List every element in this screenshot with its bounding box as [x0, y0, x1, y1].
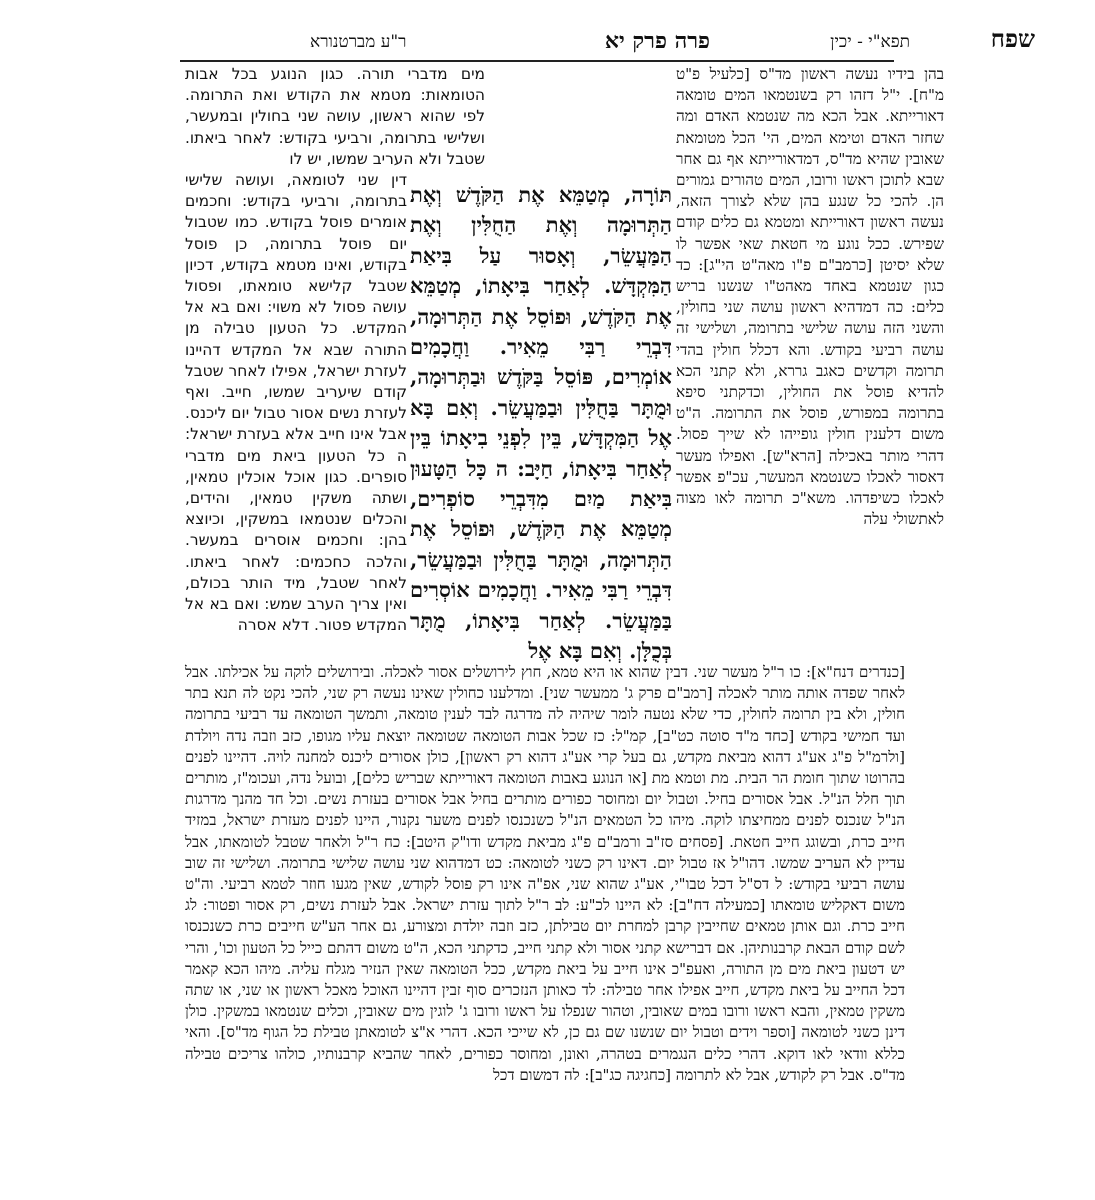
- header-divider: [180, 60, 894, 62]
- running-header: [310, 24, 1035, 58]
- page-number: שפח: [990, 24, 1035, 53]
- tifereth-text: בהן בידיו נעשה ראשון מד"ס [כלעיל פ"ט מ"ח]. י"ל דזהו רק בשנטמאו המים טומאה דאורייתא. אבל הכא מה שנטמא האדם ומה שחזר האדם וטימא המים, הי' הכל מטומאת שאובין שהיא מד"ס, דמדאורייתא אף גם אחר שבא לתוכן ראשו ורובו, המים טהורים גמורים הן. להכי כל שנגע בהן שלא לצורך הזאה, נעשה ראשון דאורייתא ומטמא גם כלים קודם שפירש. ככל נוגע מי חטאת שאי אפשר לו שלא יסיטן [כרמב"ם פ"ו מאה"ט הי"ג]: כד כגון שנטמא באחד מאהט"ו שנשנו בריש כלים: כה דמדהיא ראשון עושה שני בחולין, והשני הזה עושה שלישי בתרומה, ושלישי זה עושה רביעי בקודש. והא דכלל חולין בהדי תרומה וקדשים כאגב גררא, ולא קתני הכא להדיא פוסל את החולין, וכדקתני סיפא בתרומה במפורש, פוסל את התרומה. ה"ט משום דלענין חולין גופייהו לא שייך פסול. דהרי מותר באכילה [הרא"ש]. ואפילו מעשר דאסור לאכלו כשנטמא המעשר, עכ"פ אפשר לאכלו כשיפדהו. משא"כ תרומה לאו מצוה לאתשולי עלה: [676, 65, 944, 529]
- bartenura-top-text: מים מדברי תורה. כגון הנוגע בכל אבות הטומאות: מטמא את הקודש ואת התרומה. לפי שהוא ראשון, עושה שני בחולין ובמעשר, ושלישי בתרומה, ורביעי בקודש: לאחר ביאתו. שטבל ולא העריב שמשו, יש לו: [185, 65, 485, 168]
- tractate-chapter-title: פרה פרק יא: [604, 28, 710, 54]
- commentary-title-yachin: תפא"י - יכין: [830, 32, 910, 52]
- mishnah-column: [410, 180, 672, 664]
- mishnah-text: תּוֹרָה, מְטַמֵּא אֶת הַקֹּדֶשׁ וְאֶת הַתְּרוּמָה וְאֶת הַחֻלִּין וְאֶת הַמַּעֲשֵׂר, וְאָסוּר עַל בִּיאַת הַמִּקְדָּשׁ. לְאַחַר בִּיאָתוֹ, מְטַמֵּא אֶת הַקֹּדֶשׁ, וּפוֹסֵל אֶת הַתְּרוּמָה, דִּבְרֵי רַבִּי מֵאִיר. וַחֲכָמִים אוֹמְרִים, פּוֹסֵל בַּקֹּדֶשׁ וּבַתְּרוּמָה, וּמֻתָּר בַּחֻלִּין וּבַמַּעֲשֵׂר. וְאִם בָּא אֶל הַמִּקְדָּשׁ, בֵּין לִפְנֵי בִיאָתוֹ בֵּין לְאַחַר בִּיאָתוֹ, חַיָּב: ה כָּל הַטָּעוּן בִּיאַת מַיִם מִדִּבְרֵי סוֹפְרִים, מְטַמֵּא אֶת הַקֹּדֶשׁ, וּפוֹסֵל אֶת הַתְּרוּמָה, וּמֻתָּר בַּחֻלִּין וּבַמַּעֲשֵׂר, דִּבְרֵי רַבִּי מֵאִיר. וַחֲכָמִים אוֹסְרִים בַּמַּעֲשֵׂר. לְאַחַר בִּיאָתוֹ, מֻתָּר בְּכֻלָּן. וְאִם בָּא אֶל: [410, 182, 672, 664]
- commentary-title-bartenura: ר"ע מברטנורא: [310, 32, 407, 52]
- bartenura-main-text: דין שני לטומאה, ועושה שלישי בתרומה, ורביעי בקודש: וחכמים אומרים פוסל בקודש. כמו שטבול יום פוסל בתרומה, כן פוסל בקודש, ואינו מטמא בקודש, דכיון שטבל קלישא טומאתו, ופסול עושה פסול לא משוי: ואם בא אל המקדש. כל הטעון טבילה מן התורה שבא אל המקדש דהיינו לעזרת ישראל, אפילו לאחר שטבל קודם שיעריב שמשו, חייב. ואף לעזרת נשים אסור טבול יום ליכנס. אבל אינו חייב אלא בעזרת ישראל: ה כל הטעון ביאת מים מדברי סופרים. כגון אוכל אוכלין טמאין, ושתה משקין טמאין, והידים, והכלים שנטמאו במשקין, וכיוצא בהן: וחכמים אוסרים במעשר. והלכה כחכמים: לאחר ביאתו. לאחר שטבל, מיד הותר בכולם, ואין צריך הערב שמש: ואם בא אל המקדש פטור. דלא אסרה: [185, 171, 407, 635]
- tifereth-bottom-text: [כנדרים דנח"א]: כו ר"ל מעשר שני. דבין שהוא או היא טמא, חוץ לירושלים אסור לאכלה. ובירושלים לוקה על אכילתו. אבל לאחר שפדה אותה מותר לאכלה [רמב"ם פרק ג' ממעשר שני]. ומדלענו כחולין שאינו נעשה רק שני, להכי נקט לה תנא בתר חולין, ולא בין תרומה לחולין, כדי שלא נטעה לומר שיהיה לה מדרגה לבד לענין טומאה, ותמשך הטומאה עד רביעי בתרומה ועד חמישי בקודש [כחד מ"ד סוטה כט"ב], קמ"ל: כז שכל אבות הטומאה שטומאה יוצאת עליו מגופו, כזב וזבה נדה ויולדת [ולרמ"ל פ"ג אע"ג דהוא מביאת מקדש, גם בעל קרי אע"ג דהוא רק ראשון], כולן אסורים ליכנס למחנה לויה. דהיינו לפנים בהרוטו שתוך חומת הר הבית. מת וטמא מת [או הנוגע באבות הטומאה דאורייתא שבריש כלים], ובועל נדה, ועכומ"ז, מותרים תוך חלל הנ"ל. אבל אסורים בחיל. וטבול יום ומחוסר כפורים מותרים בחיל אבל אסורים בעזרת נשים. וכל חד מהנך מדרגות הנ"ל שנכנס לפנים ממחיצתו לוקה. מיהו כל הטמאים הנ"ל כשנכנסו לפנים משער נקנור, היינו לפנים מעזרת ישראל, במזיד חייב כרת, ובשוגג חייב חטאת. [פסחים סז"ב ורמב"ם פ"ג מביאת מקדש ודו"ק היטב]: כח ר"ל ולאחר שטבל לטומאתו, אבל עדיין לא העריב שמשו. דהו"ל אז טבול יום. דאינו רק כשני לטומאה: כט דמדהוא שני עושה שלישי בתרומה. ושלישי זה שוב עושה רביעי בקודש: ל דס"ל דכל טבו"י, אע"ג שהוא שני, אפ"ה אינו רק פוסל לקודש, שאין מגעו חוזר לטמא רביעי. וה"ט משום דאקליש טומאתו [כמעילה דח"ב]: לא היינו לכ"ע: לב ר"ל לתוך עזרת ישראל. אבל לעזרת נשים, רק אסור ופטור: לג חייב כרת. וגם אותן טמאים שחייבין קרבן למחרת יום טבילתן, כזב וזבה יולדת ומצורע, גם אחר הע"ש חייבים כרת כשנכנסו לשם קודם הבאת קרבנותיהן. אם דברישא קתני אסור ולא קתני חייב, כדקתני הכא, ה"ט משום דהתם כייל כל הטעון וכו', והרי יש דטעון ביאת מים מן התורה, ואעפ"כ אינו חייב על ביאת מקדש, ככל הטומאה שאין הנזיר מגלח עליה. מיהו הכא קאמר דכל החייב על ביאת מקדש, חייב אפילו אחר טבילה: לד כאותן הנזכרים סוף זבין דהיינו האוכל מאכל ראשון או שני, או שתה משקין טמאין, והבא ראשו ורובו במים שאובין, וטהור שנפלו על ראשו ורובו ג' לוגין מים שאובין, וכלים שנטמאו במשקין. כולן דינן כשני לטומאה [וספר וידים וטבול יום שנשנו שם גם כן, לא שייכי הכא. דהרי א"צ לטומאתן טבילת כל הגוף מד"ס]. והאי כללא וודאי לאו דוקא. דהרי כלים הנגמרים בטהרה, ואונן, ומחוסר כפורים, לאחר שהביא קרבנותיו, כולהו צריכים טבילה מד"ס. אבל רק לקודש, אבל לא לתרומה [כחגיגה כג"ב]: לה דמשום דכל: [185, 663, 905, 1084]
- tifereth-continuation: [185, 662, 905, 1182]
- bartenura-column: [185, 64, 485, 644]
- tifereth-yisrael-column: [676, 64, 944, 664]
